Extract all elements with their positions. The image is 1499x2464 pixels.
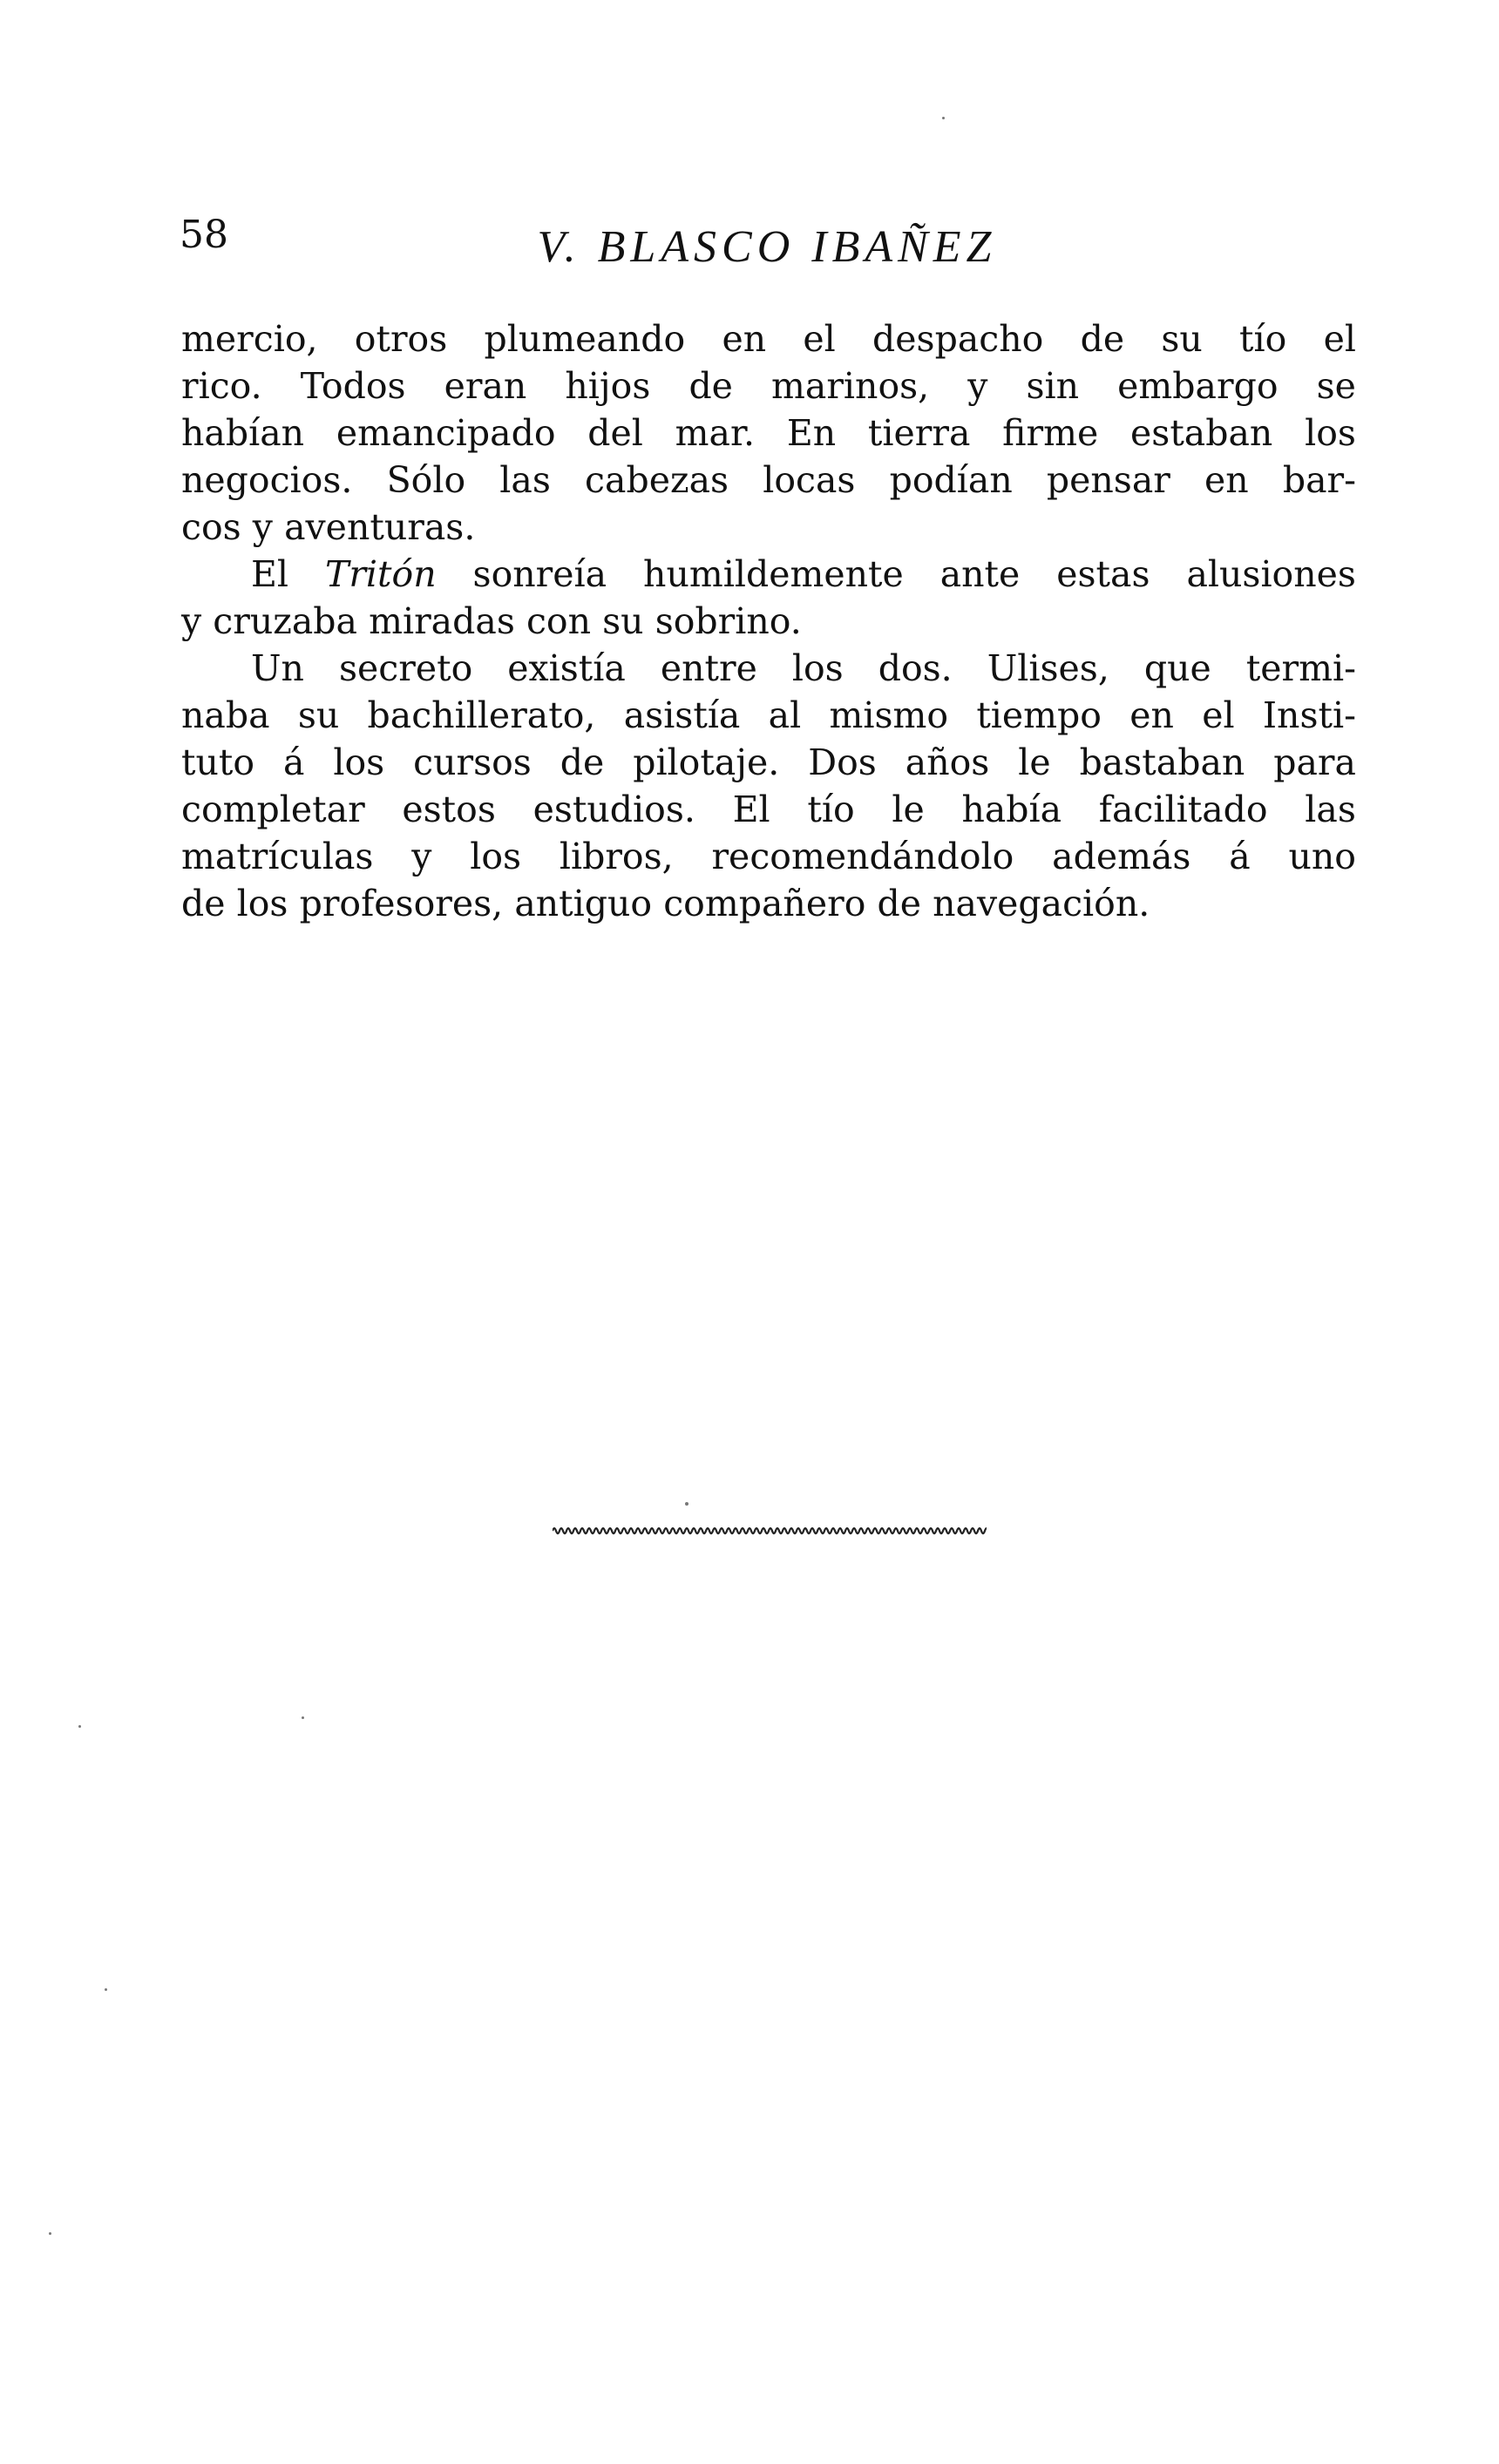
word: los [791, 647, 844, 689]
page-speck [49, 2232, 51, 2235]
word: y [411, 836, 432, 877]
word: su [1161, 318, 1203, 360]
word: completar [181, 789, 365, 830]
word: El [732, 789, 770, 830]
word: antiguo [514, 883, 653, 924]
word: entre [660, 647, 757, 689]
word: Un [251, 647, 304, 689]
word: cruzaba [213, 600, 357, 642]
word: locas [763, 459, 856, 501]
word: el [803, 318, 836, 360]
word: emancipado [336, 412, 556, 454]
page-speck [78, 1725, 81, 1728]
word: estos [402, 789, 496, 830]
page-speck [942, 117, 945, 119]
word: su [297, 694, 340, 736]
word: despacho [872, 318, 1044, 360]
word: á [1229, 836, 1251, 877]
word: podían [889, 459, 1013, 501]
word: bachillerato, [367, 694, 596, 736]
word: las [499, 459, 551, 501]
word: Dos [808, 741, 877, 783]
word: profesores, [299, 883, 504, 924]
word: rico. [181, 365, 262, 407]
word: marinos, [771, 365, 930, 407]
word: de [688, 365, 733, 407]
word: los [1305, 412, 1356, 454]
text-line [181, 598, 1356, 645]
word: de [181, 883, 226, 924]
word: con [526, 600, 592, 642]
word: y [967, 365, 988, 407]
word: estas [1056, 553, 1150, 595]
text-line [181, 504, 1356, 551]
word: ante [939, 553, 1021, 595]
word: en [722, 318, 767, 360]
word: y [181, 600, 202, 642]
word: bastaban [1079, 741, 1245, 783]
word: le [892, 789, 925, 830]
word: Todos [300, 365, 406, 407]
word: las [1305, 789, 1356, 830]
word: mismo [829, 694, 949, 736]
wavy-line-icon [553, 1523, 987, 1539]
word: sonreía [472, 553, 607, 595]
word: Insti- [1262, 694, 1356, 736]
page-number: 58 [180, 213, 228, 257]
word: facilitado [1098, 789, 1268, 830]
word: el [1323, 318, 1356, 360]
word: recomendándolo [711, 836, 1014, 877]
text-line [181, 833, 1356, 880]
text-line [181, 645, 1356, 692]
word: estaban [1130, 412, 1273, 454]
word: el [1202, 694, 1235, 736]
word: firme [1002, 412, 1099, 454]
word: cursos [413, 741, 532, 783]
word: otros [354, 318, 448, 360]
word: en [1204, 459, 1249, 501]
word: eran [444, 365, 527, 407]
word: tiempo [976, 694, 1102, 736]
word: embargo [1117, 365, 1279, 407]
text-line [181, 692, 1356, 739]
word: su [602, 600, 644, 642]
word: libros, [559, 836, 674, 877]
word: mercio, [181, 318, 318, 360]
word: Ulises, [987, 647, 1109, 689]
word: cos [181, 506, 241, 548]
word: tío [807, 789, 855, 830]
word: Tritón [324, 553, 437, 595]
word: habían [181, 412, 305, 454]
word: de [877, 883, 922, 924]
word: alusiones [1186, 553, 1356, 595]
word: tierra [867, 412, 971, 454]
word: se [1316, 365, 1356, 407]
page-speck [302, 1716, 304, 1719]
word: tío [1239, 318, 1287, 360]
page-speck [105, 1988, 107, 1991]
word: hijos [565, 365, 651, 407]
text-line [181, 739, 1356, 786]
word: aventuras. [284, 506, 476, 548]
word: matrículas [181, 836, 374, 877]
word: bar- [1282, 459, 1356, 501]
word: había [961, 789, 1062, 830]
word: del [587, 412, 643, 454]
word: tuto [181, 741, 255, 783]
word: estudios. [532, 789, 695, 830]
word: además [1052, 836, 1191, 877]
word: cabezas [585, 459, 729, 501]
word: plumeando [484, 318, 686, 360]
word: asistía [623, 694, 741, 736]
word: humildemente [643, 553, 904, 595]
word: de [1080, 318, 1125, 360]
text-line [181, 362, 1356, 410]
word: El [251, 553, 289, 595]
word: pensar [1046, 459, 1170, 501]
word: termi- [1245, 647, 1356, 689]
word: los [470, 836, 522, 877]
word: secreto [338, 647, 473, 689]
word: existía [507, 647, 626, 689]
word: pilotaje. [633, 741, 780, 783]
word: de [560, 741, 605, 783]
body-text [181, 315, 1356, 927]
word: sobrino. [655, 600, 802, 642]
text-line [181, 315, 1356, 362]
word: negocios. [181, 459, 353, 501]
word: sin [1026, 365, 1080, 407]
word: y [252, 506, 273, 548]
word: En [786, 412, 837, 454]
word: uno [1288, 836, 1356, 877]
word: naba [181, 694, 270, 736]
word: al [768, 694, 802, 736]
word: que [1143, 647, 1211, 689]
word: compañero [663, 883, 866, 924]
word: mar. [675, 412, 756, 454]
text-line [181, 551, 1356, 598]
word: en [1129, 694, 1174, 736]
word: los [333, 741, 385, 783]
text-line [181, 786, 1356, 833]
word: para [1273, 741, 1356, 783]
word: dos. [878, 647, 953, 689]
word: años [905, 741, 990, 783]
word: Sólo [386, 459, 466, 501]
word: los [236, 883, 288, 924]
text-line [181, 410, 1356, 457]
page-speck [685, 1502, 688, 1506]
word: miradas [369, 600, 515, 642]
text-line [181, 880, 1356, 927]
word: le [1018, 741, 1051, 783]
running-head: V. BLASCO IBAÑEZ [537, 222, 997, 272]
word: á [282, 741, 305, 783]
text-line [181, 457, 1356, 504]
word: navegación. [933, 883, 1150, 924]
